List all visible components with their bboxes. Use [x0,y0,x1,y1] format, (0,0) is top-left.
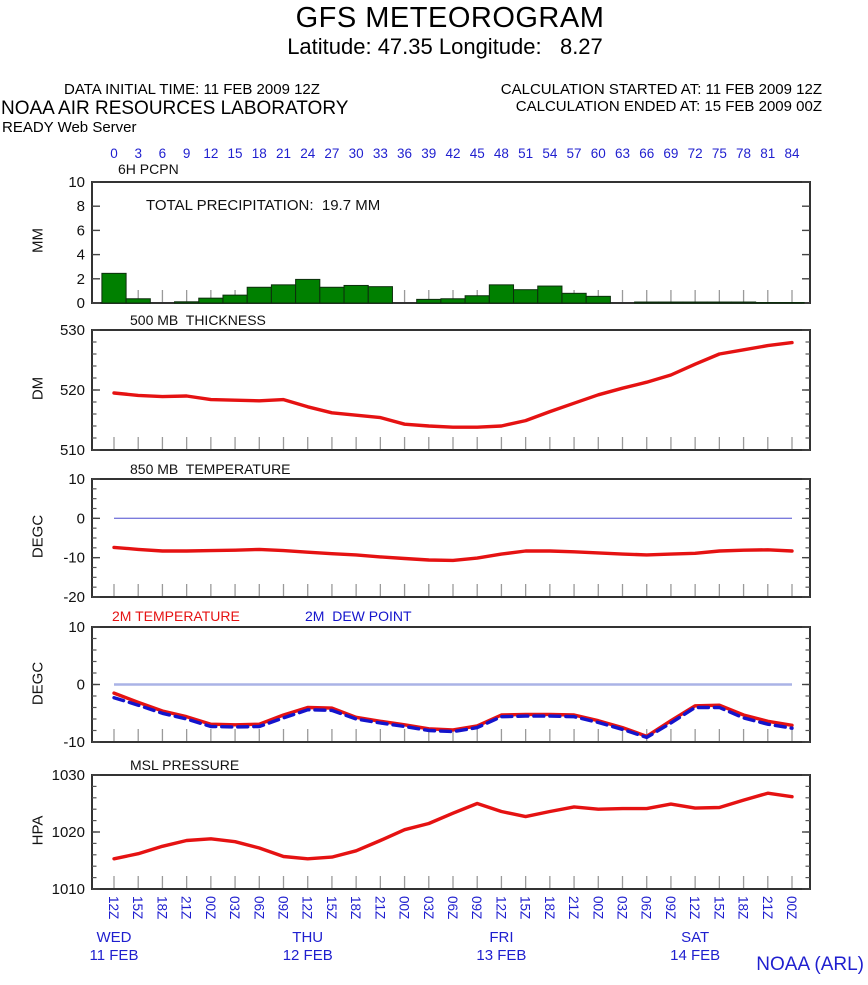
time-tick-label: 12Z [106,896,121,920]
precipitation-bars [102,273,804,303]
precip-bar [538,286,562,303]
time-tick-label: 18Z [735,896,751,920]
svg-text:15: 15 [227,146,243,161]
precip-bar [271,285,295,303]
time-tick-label: 12Z [493,896,509,920]
time-tick-label: 15Z [323,896,339,920]
precip-bar [344,285,368,303]
data-initial-time: DATA INITIAL TIME: 11 FEB 2009 12Z [64,81,320,98]
y-tick-label: 4 [76,246,85,264]
panel-2m-temp-dewpoint [63,619,810,751]
y-tick-label: 2 [76,270,85,288]
date-label: 12 FEB [282,947,333,964]
time-tick-label: 18Z [348,896,364,920]
svg-text:45: 45 [469,146,485,161]
panel-6h-pcpn [68,174,810,312]
y-axis-unit-mm: MM [29,228,47,253]
svg-text:12: 12 [203,146,219,161]
500mb-thickness-line [114,343,792,428]
panel-title-850-temperature: 850 MB TEMPERATURE [130,461,291,477]
panel-msl-pressure [52,767,810,898]
y-tick-label: 10 [68,619,85,636]
precip-bar [683,302,707,303]
time-tick-label: 06Z [445,896,460,920]
y-tick-label: 0 [76,510,85,528]
svg-text:72: 72 [687,146,703,161]
day-label: FRI [489,929,514,946]
time-tick-label: 15Z [517,896,533,920]
precip-bar [562,293,586,303]
precip-bar [368,287,392,303]
y-tick-label: 1030 [51,767,85,784]
time-tick-label: 09Z [662,896,678,920]
y-tick-label: 6 [76,222,85,240]
precip-bar [659,302,683,303]
y-tick-label: -10 [63,549,85,567]
time-tick-label: 15Z [711,896,727,920]
precip-bar [296,279,320,303]
svg-text:36: 36 [397,146,413,161]
850mb-temperature-line [114,547,792,560]
organization-name: NOAA AIR RESOURCES LABORATORY [1,98,349,119]
precip-bar [126,299,150,303]
panel-850mb-temperature [63,471,810,606]
time-tick-label: 00Z [396,896,412,920]
svg-text:63: 63 [614,146,631,161]
calculation-ended: CALCULATION ENDED AT: 15 FEB 2009 00Z [515,98,822,115]
y-tick-label: 530 [59,322,85,339]
svg-text:60: 60 [590,146,606,161]
precip-bar [223,295,247,303]
panel-title-thickness: 500 MB THICKNESS [130,312,266,328]
y-tick-label: 0 [76,295,85,312]
precip-bar [731,302,755,303]
panel-title-pcpn: 6H PCPN [118,161,179,177]
time-tick-label: 12Z [299,896,315,920]
time-tick-label: 09Z [275,896,291,920]
legend-2m-temperature: 2M TEMPERATURE [112,608,240,624]
time-tick-label: 00Z [784,896,799,920]
svg-text:18: 18 [251,146,267,161]
svg-text:39: 39 [421,146,437,161]
time-tick-label: 15Z [130,896,146,920]
time-tick-label: 18Z [541,896,557,920]
precip-bar [102,273,126,303]
time-tick-label: 21Z [759,896,775,920]
svg-text:0: 0 [110,146,118,161]
svg-text:48: 48 [493,146,509,161]
top-hour-axis [110,146,800,161]
panel-500mb-thickness [60,322,810,459]
svg-text:75: 75 [711,146,727,161]
precip-bar [465,296,489,303]
svg-text:84: 84 [784,146,800,161]
date-label: 13 FEB [476,947,527,964]
2m-temperature-line [114,693,792,736]
panel-title-msl-pressure: MSL PRESSURE [130,757,240,773]
precip-bar [199,298,223,303]
y-tick-label: 520 [59,382,85,399]
date-label: 11 FEB [89,947,139,964]
svg-text:66: 66 [639,146,655,161]
svg-text:27: 27 [324,146,340,161]
time-tick-label: 03Z [420,896,436,920]
y-tick-label: 0 [76,676,85,694]
precip-bar [441,299,465,303]
svg-text:21: 21 [275,146,292,161]
svg-text:6: 6 [158,146,167,161]
svg-text:3: 3 [134,146,142,161]
time-tick-label: 00Z [590,896,606,920]
y-tick-label: 10 [68,174,85,191]
svg-text:81: 81 [760,146,776,161]
y-tick-label: 1020 [51,824,85,841]
y-axis-unit-hpa: HPA [29,815,47,846]
svg-text:69: 69 [663,146,679,161]
precip-bar [586,296,610,303]
date-label: 14 FEB [670,947,721,964]
total-precipitation-annotation: TOTAL PRECIPITATION: 19.7 MM [146,197,381,214]
y-tick-label: 1010 [51,881,85,898]
svg-text:54: 54 [542,146,558,161]
y-tick-label: 510 [59,442,85,459]
svg-text:42: 42 [445,146,461,161]
msl-pressure-line [114,793,792,859]
svg-text:57: 57 [566,146,582,161]
time-tick-label: 03Z [227,896,243,920]
time-tick-label: 21Z [566,896,582,920]
time-tick-label: 06Z [638,896,654,920]
y-axis-unit-degc-2m: DEGC [29,661,47,706]
y-tick-label: 8 [76,198,85,216]
y-tick-label: -10 [63,734,85,751]
page-title: GFS METEOROGRAM [295,2,605,34]
legend-2m-dew-point: 2M DEW POINT [305,608,412,624]
y-axis-unit-degc-850: DEGC [29,514,47,559]
precip-bar [707,302,731,303]
precip-bar [320,287,344,303]
day-label: SAT [681,929,710,946]
calculation-started: CALCULATION STARTED AT: 11 FEB 2009 12Z [500,81,822,98]
svg-text:33: 33 [372,146,388,161]
y-axis-unit-dm: DM [29,376,47,401]
day-label: THU [292,929,324,946]
precip-bar [247,287,271,303]
y-tick-label: -20 [63,589,85,606]
svg-text:30: 30 [348,146,364,161]
precip-bar [175,302,199,303]
time-tick-label: 06Z [251,896,267,920]
svg-text:78: 78 [736,146,752,161]
svg-text:9: 9 [182,146,191,161]
time-tick-label: 18Z [154,896,170,920]
precip-bar [635,302,659,303]
time-tick-label: 21Z [372,896,388,920]
precip-bar [514,290,538,303]
day-label: WED [96,929,132,946]
time-tick-label: 21Z [178,896,194,920]
svg-text:51: 51 [518,146,534,161]
y-tick-label: 10 [68,471,85,488]
time-tick-label: 09Z [469,896,485,920]
lat-lon-subtitle: Latitude: 47.35 Longitude: 8.27 [287,34,603,59]
bottom-time-axis [90,896,799,964]
server-name: READY Web Server [2,119,137,136]
time-tick-label: 00Z [202,896,218,920]
time-tick-label: 03Z [614,896,630,920]
noaa-arl-credit: NOAA (ARL) [756,954,864,975]
precip-bar [417,299,441,303]
time-tick-label: 12Z [687,896,703,920]
precip-bar [489,285,513,303]
svg-text:24: 24 [300,146,316,161]
